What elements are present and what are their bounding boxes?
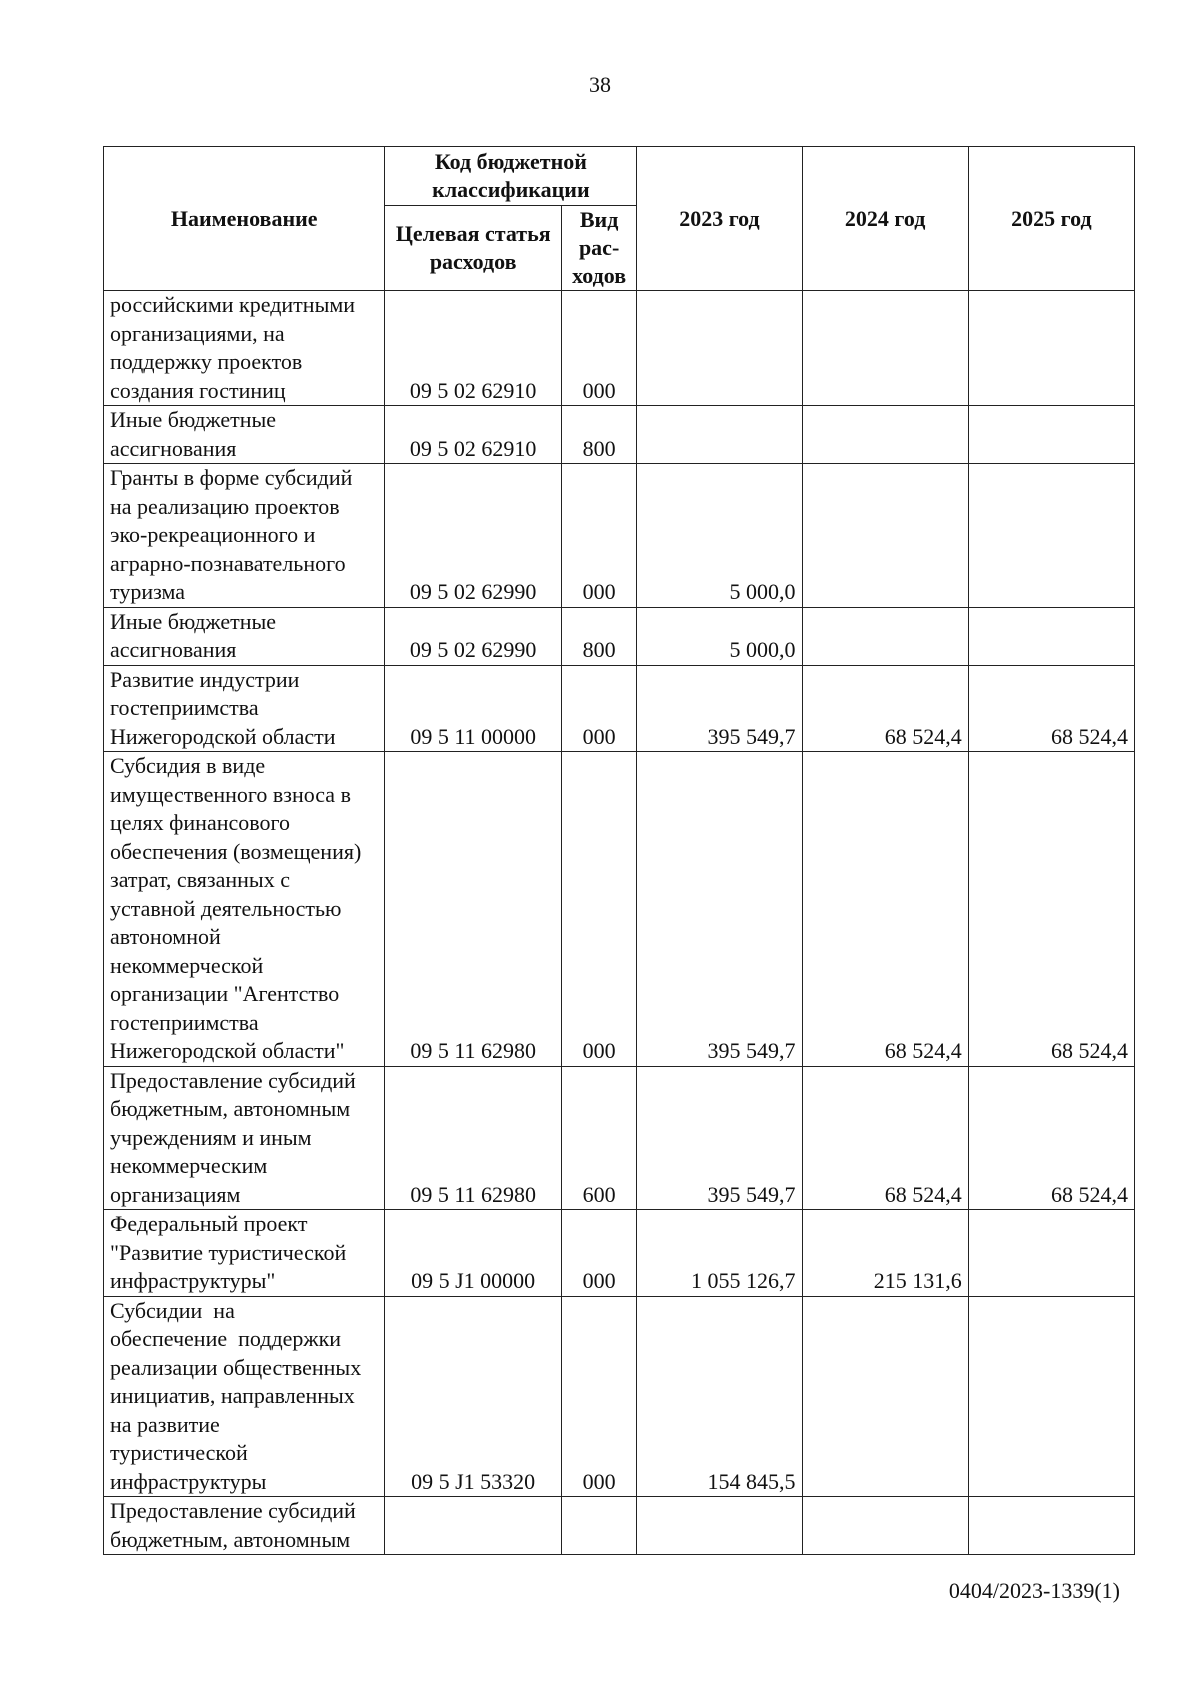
row-expense-type-cell: 000 bbox=[561, 1210, 636, 1297]
row-2025-cell bbox=[968, 406, 1134, 464]
header-code-group bbox=[385, 147, 637, 206]
row-name-cell: Субсидии на обеспечение поддержки реализации общественных инициатив, направленных на развитие туристической инфраструктуры bbox=[104, 1296, 385, 1497]
row-2023-cell: 395 549,7 bbox=[637, 665, 802, 752]
header-name: Наименование bbox=[104, 147, 385, 291]
header-expense-type: Вид рас-ходов bbox=[561, 206, 636, 291]
row-expense-type-cell: 000 bbox=[561, 1296, 636, 1497]
row-2023-cell bbox=[637, 291, 802, 406]
row-name-cell: Предоставление субсидий бюджетным, автономным учреждениям и иным некоммерческим организациям bbox=[104, 1066, 385, 1210]
row-2024-cell bbox=[802, 1296, 968, 1497]
table-row bbox=[104, 1497, 1135, 1555]
row-2023-cell: 5 000,0 bbox=[637, 464, 802, 608]
row-name-cell: Субсидия в виде имущественного взноса в целях финансового обеспечения (возмещения) затрат, связанных с уставной деятельностью автономной некоммерческой организации "Агентство гостеприимства Нижегородской области" bbox=[104, 752, 385, 1067]
row-2025-cell: 68 524,4 bbox=[968, 1066, 1134, 1210]
row-target-code-cell: 09 5 11 00000 bbox=[385, 665, 561, 752]
row-2025-cell: 68 524,4 bbox=[968, 665, 1134, 752]
row-target-code-cell: 09 5 02 62910 bbox=[385, 406, 561, 464]
row-target-code-cell: 09 5 11 62980 bbox=[385, 752, 561, 1067]
row-target-code-cell: 09 5 02 62990 bbox=[385, 607, 561, 665]
row-2025-cell bbox=[968, 607, 1134, 665]
row-2025-cell bbox=[968, 1210, 1134, 1297]
document-number: 0404/2023-1339(1) bbox=[948, 1578, 1120, 1603]
row-name-cell: Иные бюджетные ассигнования bbox=[104, 406, 385, 464]
row-2023-cell bbox=[637, 1497, 802, 1555]
table-body bbox=[104, 291, 1135, 1555]
row-target-code-cell: 09 5 J1 00000 bbox=[385, 1210, 561, 1297]
row-name-cell: российскими кредитными организациями, на поддержку проектов создания гостиниц bbox=[104, 291, 385, 406]
row-2024-cell bbox=[802, 406, 968, 464]
row-expense-type-cell: 000 bbox=[561, 291, 636, 406]
table-row bbox=[104, 1066, 1135, 1210]
row-2024-cell bbox=[802, 464, 968, 608]
row-target-code-cell: 09 5 J1 53320 bbox=[385, 1296, 561, 1497]
row-expense-type-cell: 000 bbox=[561, 665, 636, 752]
row-2023-cell: 1 055 126,7 bbox=[637, 1210, 802, 1297]
row-2024-cell: 68 524,4 bbox=[802, 752, 968, 1067]
row-2023-cell: 154 845,5 bbox=[637, 1296, 802, 1497]
row-2024-cell bbox=[802, 1497, 968, 1555]
row-2025-cell bbox=[968, 291, 1134, 406]
row-2025-cell: 68 524,4 bbox=[968, 752, 1134, 1067]
table-row bbox=[104, 464, 1135, 608]
row-2025-cell bbox=[968, 1497, 1134, 1555]
row-2023-cell: 5 000,0 bbox=[637, 607, 802, 665]
table-row bbox=[104, 291, 1135, 406]
table-row bbox=[104, 1210, 1135, 1297]
row-2025-cell bbox=[968, 1296, 1134, 1497]
row-2023-cell bbox=[637, 406, 802, 464]
row-expense-type-cell: 600 bbox=[561, 1066, 636, 1210]
header-2024: 2024 год bbox=[802, 147, 968, 291]
header-2023: 2023 год bbox=[637, 147, 802, 291]
page-number: 38 bbox=[589, 72, 611, 97]
row-name-cell: Развитие индустрии гостеприимства Нижегородской области bbox=[104, 665, 385, 752]
table-row bbox=[104, 406, 1135, 464]
header-code-group-label: Код бюджетной классификации bbox=[432, 149, 590, 202]
row-target-code-cell bbox=[385, 1497, 561, 1555]
row-name-cell: Гранты в форме субсидий на реализацию проектов эко-рекреационного и аграрно-познавательного туризма bbox=[104, 464, 385, 608]
row-expense-type-cell bbox=[561, 1497, 636, 1555]
row-2024-cell: 68 524,4 bbox=[802, 665, 968, 752]
row-target-code-cell: 09 5 02 62990 bbox=[385, 464, 561, 608]
header-2025: 2025 год bbox=[968, 147, 1134, 291]
row-expense-type-cell: 000 bbox=[561, 464, 636, 608]
row-name-cell: Предоставление субсидий бюджетным, автономным bbox=[104, 1497, 385, 1555]
table-row bbox=[104, 1296, 1135, 1497]
budget-table bbox=[103, 146, 1135, 1555]
row-target-code-cell: 09 5 02 62910 bbox=[385, 291, 561, 406]
table-header bbox=[104, 147, 1135, 291]
table-row bbox=[104, 752, 1135, 1067]
row-2024-cell bbox=[802, 607, 968, 665]
table-row bbox=[104, 665, 1135, 752]
row-target-code-cell: 09 5 11 62980 bbox=[385, 1066, 561, 1210]
row-name-cell: Иные бюджетные ассигнования bbox=[104, 607, 385, 665]
row-2023-cell: 395 549,7 bbox=[637, 1066, 802, 1210]
row-name-cell: Федеральный проект "Развитие туристической инфраструктуры" bbox=[104, 1210, 385, 1297]
row-2024-cell bbox=[802, 291, 968, 406]
row-2023-cell: 395 549,7 bbox=[637, 752, 802, 1067]
row-2025-cell bbox=[968, 464, 1134, 608]
row-expense-type-cell: 800 bbox=[561, 607, 636, 665]
row-expense-type-cell: 000 bbox=[561, 752, 636, 1067]
header-target-article: Целевая статья расходов bbox=[385, 206, 561, 291]
row-2024-cell: 68 524,4 bbox=[802, 1066, 968, 1210]
table-row bbox=[104, 607, 1135, 665]
row-expense-type-cell: 800 bbox=[561, 406, 636, 464]
row-2024-cell: 215 131,6 bbox=[802, 1210, 968, 1297]
